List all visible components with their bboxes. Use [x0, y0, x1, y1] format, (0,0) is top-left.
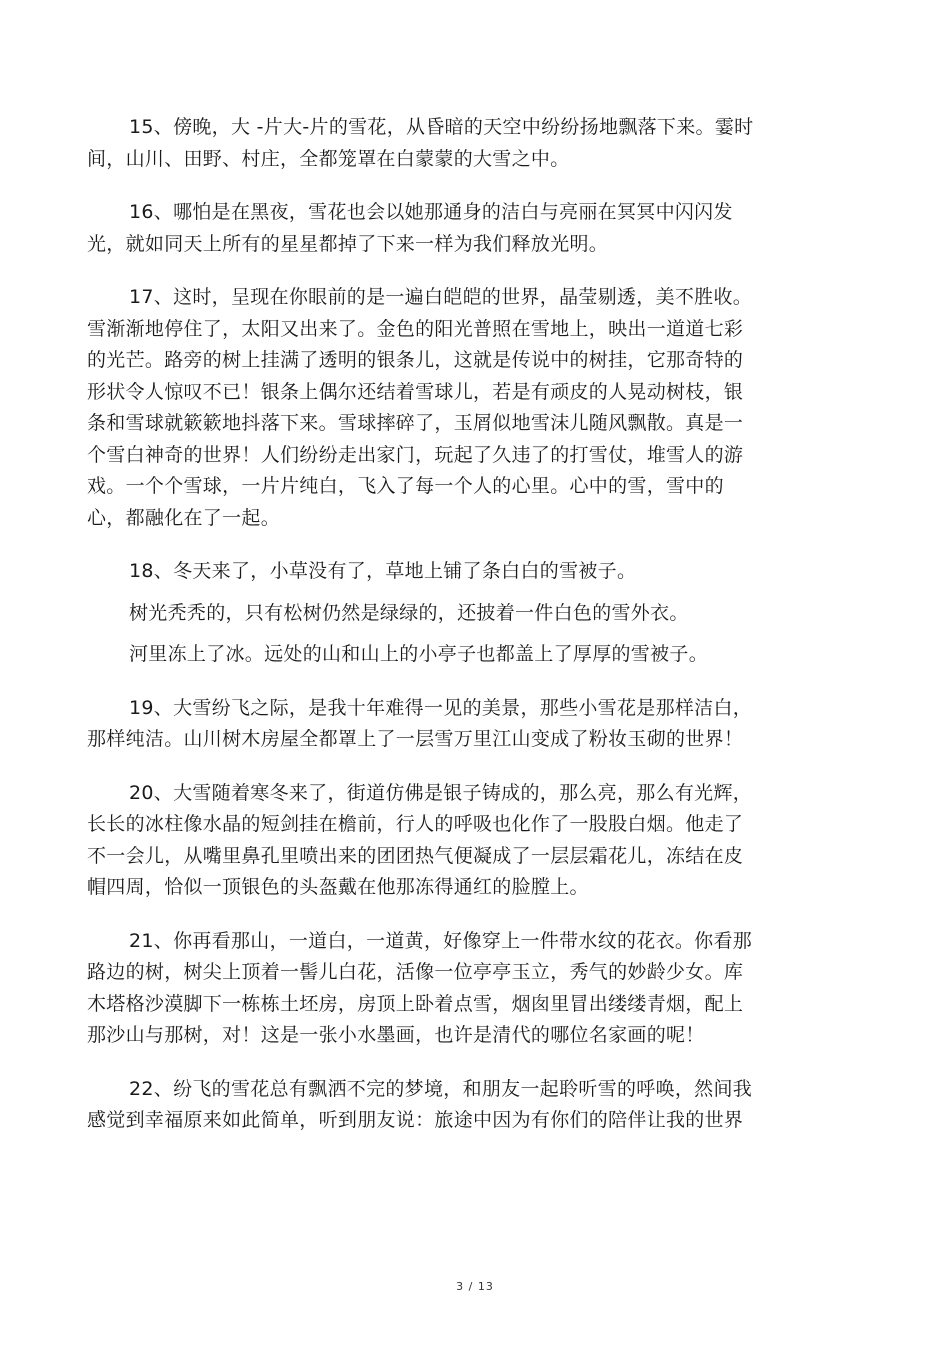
page-number: 3 / 13 — [456, 1280, 494, 1293]
paragraph-18-river: 河里冻上了冰。远处的山和山上的小亭子也都盖上了厚厚的雪被子。 — [129, 643, 709, 665]
document-body — [87, 112, 809, 1137]
paragraph-19: 19、大雪纷飞之际，是我十年难得一见的美景，那些小雪花是那样洁白， 那样纯洁。山川树木房屋全都罩上了一层雪万里江山变成了粉妆玉砌的世界！ — [87, 696, 753, 750]
paragraph-20: 20、大雪随着寒冬来了，街道仿佛是银子铸成的，那么亮，那么有光辉， 长长的冰柱像水晶的短剑挂在檐前，行人的呼吸也化作了一股股白烟。他走了 不一会儿，从嘴里鼻孔里喷出来的团团热气便凝成了一层层霜花儿，冻结在皮 帽四周，恰似一顶银色的头盔戴在他那冻得通红的脸膛上。 — [87, 781, 753, 898]
paragraph-22: 22、纷飞的雪花总有飘洒不完的梦境，和朋友一起聆听雪的呼唤，然间我 感觉到幸福原来如此简单，听到朋友说：旅途中因为有你们的陪伴让我的世界 — [87, 1077, 753, 1131]
paragraph-18: 18、冬天来了，小草没有了，草地上铺了条白白的雪被子。 — [129, 560, 637, 582]
paragraph-17: 17、这时，呈现在你眼前的是一遍白皑皑的世界，晶莹剔透，美不胜收。 雪渐渐地停住了，太阳又出来了。金色的阳光普照在雪地上，映出一道道七彩 的光芒。路旁的树上挂满了透明的银条儿，这就是传说中的树挂，它那奇特的 形状令人惊叹不已！银条上偶尔还结着雪球儿，若是有顽皮的人晃动树枝，银 条和雪球就簌簌地抖落下来。雪球摔碎了，玉屑似地雪沫儿随风飘散。真是一 个雪白神奇的世界！人们纷纷走出家门，玩起了久违了的打雪仗，堆雪人的游 戏。一个个雪球，一片片纯白，飞入了每一个人的心里。心中的雪，雪中的 心，都融化在了一起。 — [87, 286, 753, 529]
paragraph-18-trees: 树光秃秃的，只有松树仍然是绿绿的，还披着一件白色的雪外衣。 — [129, 601, 689, 624]
paragraph-16: 16、哪怕是在黑夜，雪花也会以她那通身的洁白与亮丽在冥冥中闪闪发 光，就如同天上所有的星星都掉了下来一样为我们释放光明。 — [87, 201, 733, 255]
paragraph-15: 15、傍晚，大 -片大-片的雪花，从昏暗的天空中纷纷扬地飘落下来。霎时 间，山川、田野、村庄，全都笼罩在白蒙蒙的大雪之中。 — [87, 116, 754, 170]
paragraph-21: 21、你再看那山，一道白，一道黄，好像穿上一件带水纹的花衣。你看那 路边的树，树尖上顶着一髻儿白花，活像一位亭亭玉立，秀气的妙龄少女。库 木塔格沙漠脚下一栋栋土坯房，房顶上卧着点雪，烟囱里冒出缕缕青烟，配上 那沙山与那树，对！这是一张小水墨画，也许是清代的哪位名家画的呢！ — [87, 929, 753, 1046]
